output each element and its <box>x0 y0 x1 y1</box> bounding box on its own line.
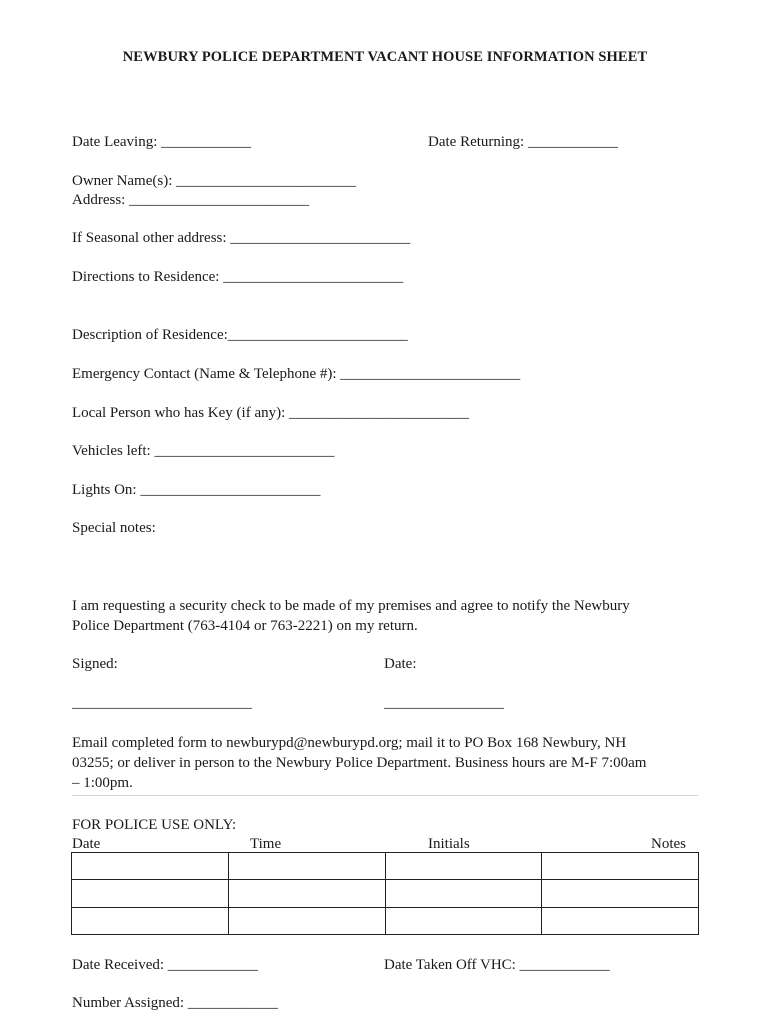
table-cell[interactable] <box>72 907 229 934</box>
table-cell[interactable] <box>72 880 229 907</box>
instructions-line-2: 03255; or deliver in person to the Newbury Police Department. Business hours are M-F 7:00am <box>72 755 647 771</box>
signature-date-line[interactable]: ________________ <box>384 695 504 711</box>
request-statement-line-1: I am requesting a security check to be made of my premises and agree to notify the Newbury <box>72 598 630 614</box>
table-cell[interactable] <box>228 880 385 907</box>
table-cell[interactable] <box>542 907 699 934</box>
signature-line[interactable]: ________________________ <box>72 695 252 711</box>
table-row <box>72 907 699 934</box>
date-taken-off-field[interactable]: Date Taken Off VHC: ____________ <box>384 957 610 973</box>
date-received-field[interactable]: Date Received: ____________ <box>72 957 258 973</box>
address-field[interactable]: Address: ________________________ <box>72 192 310 208</box>
police-log-table <box>71 852 699 935</box>
table-cell[interactable] <box>228 907 385 934</box>
column-header-date: Date <box>72 836 101 852</box>
column-header-time: Time <box>250 836 282 852</box>
column-header-initials: Initials <box>428 836 470 852</box>
table-cell[interactable] <box>228 853 385 880</box>
table-cell[interactable] <box>385 907 542 934</box>
table-row <box>72 880 699 907</box>
table-cell[interactable] <box>542 853 699 880</box>
signed-label: Signed: <box>72 656 118 672</box>
vehicles-left-field[interactable]: Vehicles left: ________________________ <box>72 443 335 459</box>
page-title: NEWBURY POLICE DEPARTMENT VACANT HOUSE INFORMATION SHEET <box>122 49 648 65</box>
section-divider <box>72 795 698 796</box>
table-cell[interactable] <box>385 853 542 880</box>
instructions-line-1: Email completed form to newburypd@newburypd.org; mail it to PO Box 168 Newbury, NH <box>72 735 627 751</box>
owner-names-field[interactable]: Owner Name(s): ________________________ <box>72 173 357 189</box>
table-cell[interactable] <box>385 880 542 907</box>
police-use-heading: FOR POLICE USE ONLY: <box>72 817 237 833</box>
date-leaving-field[interactable]: Date Leaving: ____________ <box>72 134 252 150</box>
column-header-notes: Notes <box>651 836 686 852</box>
table-cell[interactable] <box>542 880 699 907</box>
seasonal-address-field[interactable]: If Seasonal other address: ________________________ <box>72 230 411 246</box>
emergency-contact-field[interactable]: Emergency Contact (Name & Telephone #): ________________________ <box>72 366 521 382</box>
date-returning-field[interactable]: Date Returning: ____________ <box>428 134 618 150</box>
description-field[interactable]: Description of Residence:________________________ <box>72 327 408 343</box>
instructions-line-3: – 1:00pm. <box>72 775 133 791</box>
request-statement-line-2: Police Department (763-4104 or 763-2221) on my return. <box>72 618 418 634</box>
special-notes-label: Special notes: <box>72 520 156 536</box>
table-row <box>72 853 699 880</box>
key-holder-field[interactable]: Local Person who has Key (if any): ________________________ <box>72 405 470 421</box>
signature-date-label: Date: <box>384 656 417 672</box>
directions-field[interactable]: Directions to Residence: ________________________ <box>72 269 404 285</box>
lights-on-field[interactable]: Lights On: ________________________ <box>72 482 321 498</box>
number-assigned-field[interactable]: Number Assigned: ____________ <box>72 995 278 1011</box>
table-cell[interactable] <box>72 853 229 880</box>
